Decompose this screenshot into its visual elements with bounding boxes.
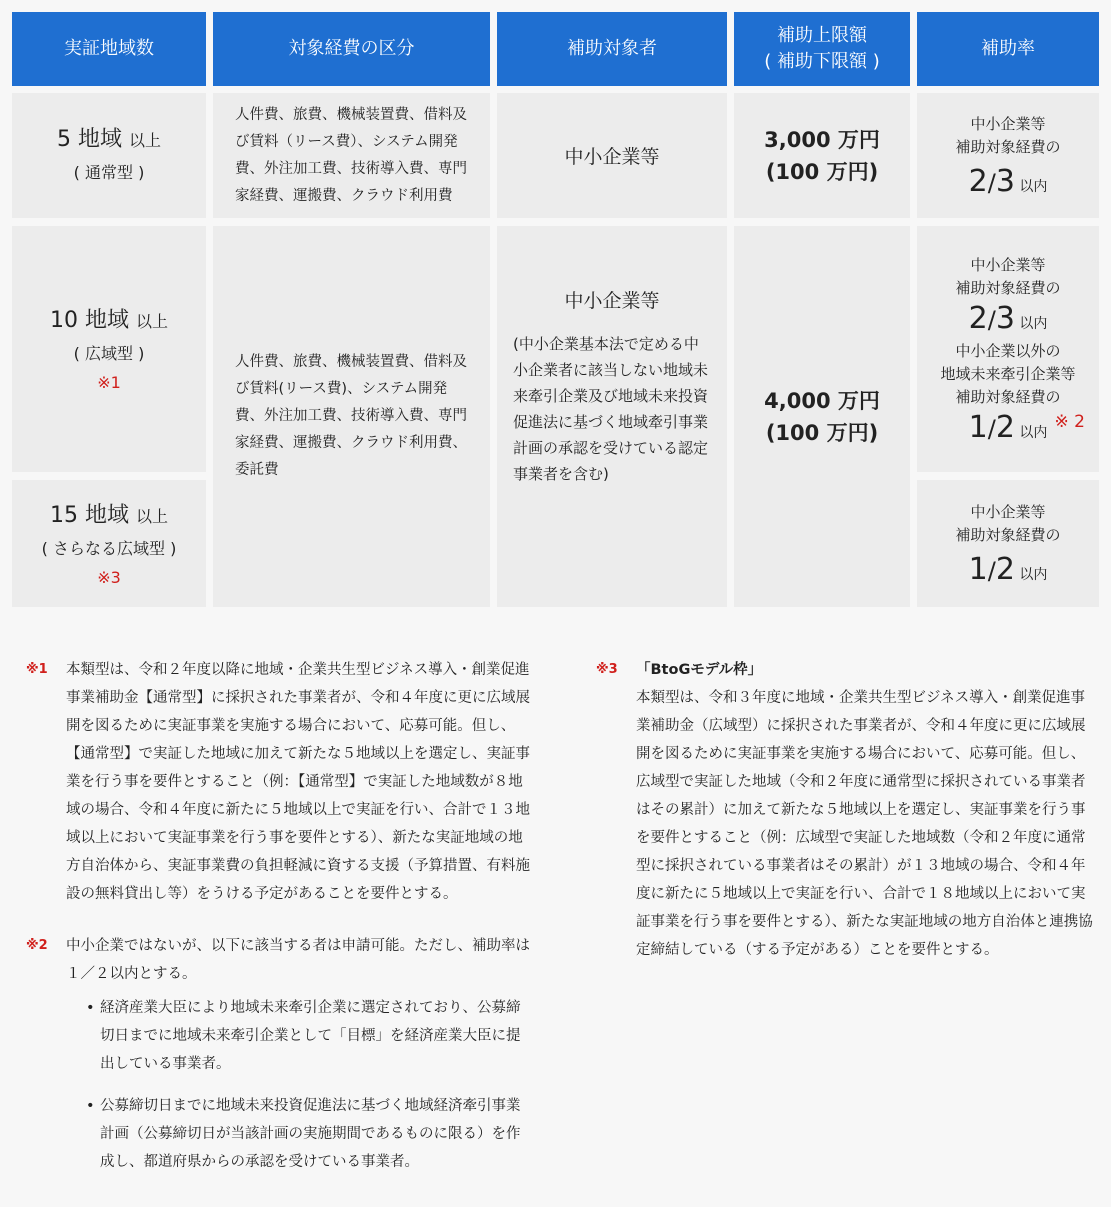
row2-rate-a-line2: 補助対象経費の: [955, 278, 1061, 297]
header-limit-line1: 補助上限額: [777, 25, 867, 46]
row3-rate-suffix: 以内: [1019, 566, 1048, 583]
note-2-bullet: • 公募締切日までに地域未来投資促進法に基づく地域経済牽引事業計画（公募締切日が当該計画の実施期間であるものに限る）を作成し、都道府県からの承認を受けている事業者。: [86, 1092, 531, 1176]
row3-rate-line1: 中小企業等: [970, 502, 1046, 521]
row1-rate-den: 3: [995, 163, 1015, 199]
note-2-body: [66, 932, 531, 1190]
row3-region-num: 15 地域: [49, 502, 129, 528]
row1-costs: [213, 93, 490, 218]
row2-region-num: 10 地域: [49, 308, 129, 333]
note-3-key: ※3: [596, 662, 618, 677]
row2-region-type: ( 広域型 ): [73, 344, 145, 363]
row3-rate-line2: 補助対象経費の: [955, 525, 1061, 544]
row2-rate-b-den: 2: [995, 409, 1015, 445]
notes-left: [26, 656, 531, 1190]
row1-costs-text: 人件費、旅費、機械装置費、借料及び賃料（リース費）、システム開発費、外注加工費、技術導入費、専門家経費、運搬費、クラウド利用費: [235, 106, 467, 204]
row2-costs-text: 人件費、旅費、機械装置費、借料及び賃料(リース費)、システム開発費、外注加工費、技術導入費、専門家経費、運搬費、クラウド利用費、委託費: [235, 354, 467, 478]
row1-limit-max: 3,000 万円: [764, 127, 880, 152]
row1-region: [12, 93, 206, 218]
notes-right: [596, 656, 1096, 964]
note-2: [26, 932, 531, 1190]
row2-limit: [734, 226, 910, 607]
row2-target-note: (中小企業基本法で定める中小企業者に該当しない地域未来牽引企業及び地域未来投資促進法に基づく地域牽引事業計画の承認を受けている認定事業者を含む): [513, 335, 709, 483]
row3-rate-den: 2: [995, 551, 1015, 587]
row1-rate-value: [969, 165, 1048, 199]
note-1-key: ※1: [26, 662, 48, 677]
row2-limit-min: (100 万円): [765, 420, 879, 445]
row2-region: [12, 226, 206, 472]
row1-rate-line1: 中小企業等: [970, 114, 1046, 133]
row1-limit-min: (100 万円): [765, 159, 879, 184]
note-3-title: 「BtoGモデル枠」: [636, 662, 763, 678]
row2-region-suffix: 以上: [135, 312, 168, 331]
row1-rate: [917, 93, 1099, 218]
row3-region-count: [50, 501, 168, 532]
row1-target: [497, 93, 727, 218]
row2-rate-b-line3: 補助対象経費の: [955, 387, 1061, 406]
row2-target-text: 中小企業等: [564, 290, 660, 312]
note-1-text: 本類型は、令和２年度以降に地域・企業共生型ビジネス導入・創業促進事業補助金【通常型】に採択された事業者が、令和４年度に更に広域展開を図るために実証事業を実施する場合において、応募可能。但し、【通常型】で実証した地域に加えて新たな５地域以上を選定し、実証事業を行う事を要件とすること（例：【通常型】で実証した地域数が８地域の場合、令和４年度に新たに５地域以上で実証を行い、合計で１３地域以上において実証事業を行う事を要件とする）、新たな実証地域の地方自治体から、実証事業費の負担軽減に資する支援（予算措置、有料施設の無料貸出し等）をうける予定があることを要件とする。: [66, 662, 530, 902]
header-target-label: 補助対象者: [567, 38, 657, 59]
note-2-bullet: • 経済産業大臣により地域未来牽引企業に選定されており、公募締切日までに地域未来牽引企業として「目標」を経済産業大臣に提出している事業者。: [86, 994, 531, 1078]
header-limit: [734, 12, 910, 86]
row3-region-note: ※3: [97, 567, 121, 587]
row3-rate-value: [969, 553, 1048, 587]
header-regions: [12, 12, 206, 86]
header-regions-label: 実証地域数: [64, 38, 154, 59]
row1-rate-num: 2: [968, 163, 988, 199]
row1-region-num: 5 地域: [56, 127, 122, 152]
header-costs: [213, 12, 490, 86]
row2-rate-a-num: 2: [968, 300, 988, 336]
header-target: [497, 12, 727, 86]
row2-limit-max: 4,000 万円: [764, 388, 880, 413]
row3-rate-num: 1: [968, 551, 988, 587]
row2-rate-b-value: [969, 411, 1048, 445]
row2-costs: [213, 226, 490, 607]
note-3-body: [636, 656, 1096, 964]
note-2-key: ※2: [26, 938, 48, 953]
row2-rate-b-note: ※ 2: [1054, 412, 1085, 432]
note-3: [596, 656, 1096, 964]
row3-region: [12, 480, 206, 607]
row2-rate-b-slash: /: [987, 414, 996, 443]
row2-rate-a-slash: /: [987, 305, 996, 334]
row1-target-text: 中小企業等: [564, 146, 660, 168]
row1-region-count: [57, 125, 161, 156]
row1-region-type: ( 通常型 ): [73, 163, 145, 182]
row2-rate-b-line1: 中小企業以外の: [955, 341, 1061, 360]
row2-rate-b-suffix: 以内: [1019, 424, 1048, 441]
row2-region-note: ※1: [97, 373, 121, 392]
row2-rate-a-suffix: 以内: [1019, 315, 1048, 332]
row2-rate-a-value: [969, 302, 1048, 336]
row1-rate-suffix: 以内: [1019, 178, 1048, 195]
row2-rate: [917, 226, 1099, 472]
row3-rate-slash: /: [987, 556, 996, 585]
row2-target: [497, 226, 727, 607]
row2-rate-a-line1: 中小企業等: [970, 255, 1046, 274]
row3-region-type: ( さらなる広域型 ): [41, 538, 177, 558]
header-limit-line2: ( 補助下限額 ): [764, 51, 880, 72]
row1-region-suffix: 以上: [128, 131, 161, 150]
row1-rate-slash: /: [987, 168, 996, 197]
row2-rate-a-den: 3: [995, 300, 1015, 336]
row1-limit: [734, 93, 910, 218]
note-3-text: 本類型は、令和３年度に地域・企業共生型ビジネス導入・創業促進事業補助金（広域型）に採択された事業者が、令和４年度に更に広域展開を図るために実証事業を実施する場合において、応募可能。但し、広域型で実証した地域（令和２年度に通常型に採択されている事業者はその累計）に加えて新たな５地域以上を選定し、実証事業を行う事を要件とすること（例：広域型で実証した地域数（令和２年度に通常型に採択されている事業者はその累計）が１３地域の場合、令和４年度に新たに５地域以上で実証を行い、合計で１８地域以上において実証事業を行う事を要件とする）、新たな実証地域の地方自治体と連携協定締結している（する予定がある）ことを要件とする。: [636, 690, 1093, 958]
note-2-text: 中小企業ではないが、以下に該当する者は申請可能。ただし、補助率は１／２以内とする。: [66, 938, 530, 982]
row2-rate-b-num: 1: [968, 409, 988, 445]
header-costs-label: 対象経費の区分: [288, 38, 415, 59]
note-1: [26, 656, 531, 908]
row3-rate: [917, 480, 1099, 607]
header-rate: [917, 12, 1099, 86]
row1-rate-line2: 補助対象経費の: [955, 137, 1061, 156]
note-2-bullets: [66, 994, 531, 1176]
row2-rate-b-line2: 地域未来牽引企業等: [940, 364, 1076, 383]
row2-region-count: [50, 306, 168, 337]
row3-region-suffix: 以上: [135, 506, 168, 526]
header-rate-label: 補助率: [981, 38, 1035, 59]
